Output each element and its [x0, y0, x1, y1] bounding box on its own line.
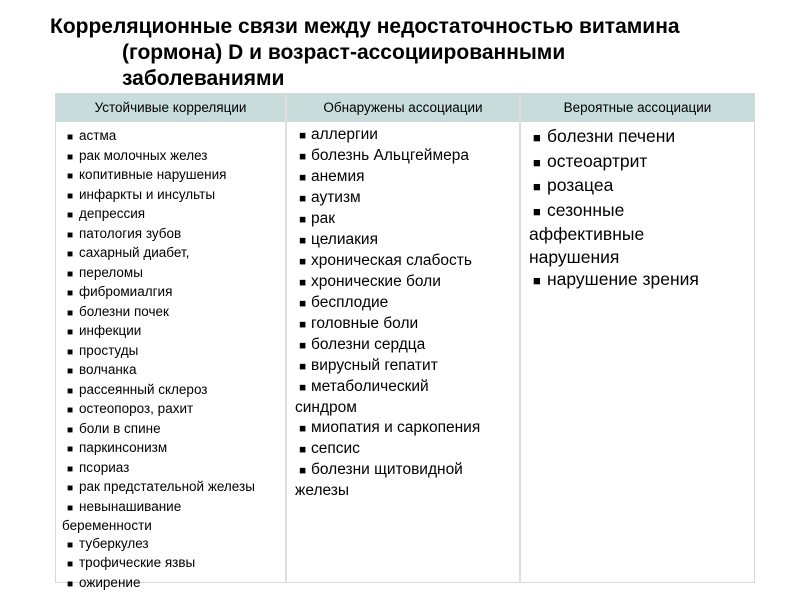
- list-item: ■ рак: [295, 209, 519, 230]
- list-item: ■ аллергии: [295, 125, 519, 146]
- bullet-icon: ■: [299, 297, 307, 310]
- list-item: ■ рак молочных желез: [62, 147, 285, 167]
- list-item: ■ депрессия: [62, 205, 285, 225]
- bullet-icon: ■: [533, 179, 541, 194]
- bullet-icon: ■: [67, 385, 74, 397]
- list-item: ■ целиакия: [295, 230, 519, 251]
- bullet-icon: ■: [67, 327, 74, 338]
- list-item: ■ сахарный диабет,: [62, 244, 285, 264]
- list-item: ■ фибромиалгия: [62, 283, 285, 303]
- list-item: ■ ожирение: [62, 574, 285, 594]
- column-stable-correlations: [56, 124, 285, 590]
- list-item: ■ аутизм: [295, 188, 519, 209]
- list-probable-associations: [521, 125, 754, 293]
- list-item: ■ патология зубов: [62, 225, 285, 245]
- bullet-icon: ■: [533, 154, 541, 170]
- list-found-associations: [287, 125, 519, 501]
- bullet-icon: ■: [67, 307, 74, 319]
- list-item: ■ метаболический синдром: [295, 377, 519, 418]
- bullet-icon: ■: [67, 405, 74, 416]
- bullet-icon: ■: [299, 150, 307, 163]
- associations-table: [55, 93, 755, 590]
- list-item: ■ болезни почек: [62, 303, 285, 323]
- list-item: ■ болезни сердца: [295, 335, 519, 356]
- list-item: ■ простуды: [62, 342, 285, 362]
- list-item: ■ переломы: [62, 264, 285, 284]
- list-item: ■ остеопороз, рахит: [62, 400, 285, 420]
- list-item: ■ рак предстательной железы: [62, 478, 285, 498]
- list-item: ■ нарушение зрения: [529, 268, 754, 293]
- bullet-icon: ■: [299, 318, 307, 331]
- column-probable-associations: [521, 124, 754, 582]
- list-item: ■ анемия: [295, 167, 519, 188]
- list-item: ■ невынашивание беременности: [62, 498, 285, 535]
- list-item: ■ инфаркты и инсульты: [62, 186, 285, 206]
- bullet-icon: ■: [67, 539, 74, 551]
- list-item: ■ трофические язвы: [62, 554, 285, 574]
- list-item: ■ болезни щитовидной железы: [295, 460, 519, 501]
- header-found-associations: Обнаружены ассоциации: [287, 94, 519, 123]
- header-stable-correlations: Устойчивые корреляции: [56, 94, 285, 123]
- bullet-icon: ■: [67, 578, 74, 590]
- list-item: ■ инфекции: [62, 322, 285, 342]
- bullet-icon: ■: [299, 129, 307, 142]
- bullet-icon: ■: [299, 464, 307, 477]
- bullet-icon: ■: [67, 288, 74, 299]
- wrap-line: железы: [295, 482, 350, 499]
- bullet-icon: ■: [67, 444, 74, 455]
- wrap-line: нарушения: [529, 246, 620, 267]
- list-item: ■ волчанка: [62, 361, 285, 381]
- bullet-icon: ■: [533, 203, 541, 219]
- bullet-icon: ■: [299, 213, 307, 226]
- list-item: ■ вирусный гепатит: [295, 356, 519, 377]
- wrap-line: синдром: [295, 399, 357, 416]
- list-stable-correlations: [56, 127, 285, 593]
- list-item: ■ паркинсонизм: [62, 439, 285, 459]
- bullet-icon: ■: [67, 151, 74, 163]
- title-line-2: (гормона) D и возраст-ассоциированными: [122, 41, 566, 64]
- list-item: ■ копитивные нарушения: [62, 166, 285, 186]
- list-item: ■ сепсис: [295, 439, 519, 460]
- bullet-icon: ■: [299, 443, 307, 456]
- list-item: ■ болезнь Альцгеймера: [295, 146, 519, 167]
- bullet-icon: ■: [299, 381, 307, 394]
- bullet-icon: ■: [67, 249, 74, 260]
- list-item: ■ хронические боли: [295, 272, 519, 293]
- list-item: ■ астма: [62, 127, 285, 147]
- bullet-icon: ■: [299, 276, 307, 289]
- bullet-icon: ■: [299, 192, 307, 205]
- wrap-line: аффективные: [529, 224, 645, 244]
- bullet-icon: ■: [67, 424, 74, 436]
- list-item: ■ болезни печени: [529, 125, 754, 150]
- list-item: ■ рассеянный склероз: [62, 381, 285, 401]
- bullet-icon: ■: [533, 273, 541, 288]
- bullet-icon: ■: [299, 422, 307, 435]
- bullet-icon: ■: [67, 171, 74, 182]
- bullet-icon: ■: [67, 366, 74, 377]
- list-item: ■ остеоартрит: [529, 150, 754, 175]
- bullet-icon: ■: [67, 210, 74, 221]
- list-item: ■ миопатия и саркопения: [295, 418, 519, 439]
- bullet-icon: ■: [299, 255, 307, 268]
- bullet-icon: ■: [299, 234, 307, 247]
- list-item: ■ туберкулез: [62, 535, 285, 555]
- list-item: ■ псориаз: [62, 459, 285, 479]
- list-item: ■ сезонные аффективные нарушения: [529, 199, 754, 269]
- list-item: ■ бесплодие: [295, 293, 519, 314]
- list-item: ■ боли в спине: [62, 420, 285, 440]
- bullet-icon: ■: [533, 130, 541, 145]
- bullet-icon: ■: [299, 339, 307, 352]
- bullet-icon: ■: [299, 360, 307, 373]
- bullet-icon: ■: [67, 190, 74, 202]
- list-item: ■ розацеа: [529, 174, 754, 199]
- page-title: [40, 14, 780, 92]
- wrap-line: беременности: [62, 518, 152, 533]
- title-line-1: Корреляционные связи между недостаточностью витамина: [50, 15, 680, 38]
- bullet-icon: ■: [67, 268, 74, 280]
- title-line-3: заболеваниями: [122, 67, 285, 90]
- list-item: ■ хроническая слабость: [295, 251, 519, 272]
- header-probable-associations: Вероятные ассоциации: [521, 94, 754, 123]
- bullet-icon: ■: [67, 346, 74, 358]
- bullet-icon: ■: [67, 132, 74, 143]
- bullet-icon: ■: [67, 502, 74, 514]
- list-item: ■ головные боли: [295, 314, 519, 335]
- bullet-icon: ■: [67, 463, 74, 475]
- bullet-icon: ■: [67, 229, 74, 241]
- bullet-icon: ■: [67, 483, 74, 494]
- bullet-icon: ■: [299, 171, 307, 184]
- bullet-icon: ■: [67, 559, 74, 570]
- column-found-associations: [287, 124, 519, 582]
